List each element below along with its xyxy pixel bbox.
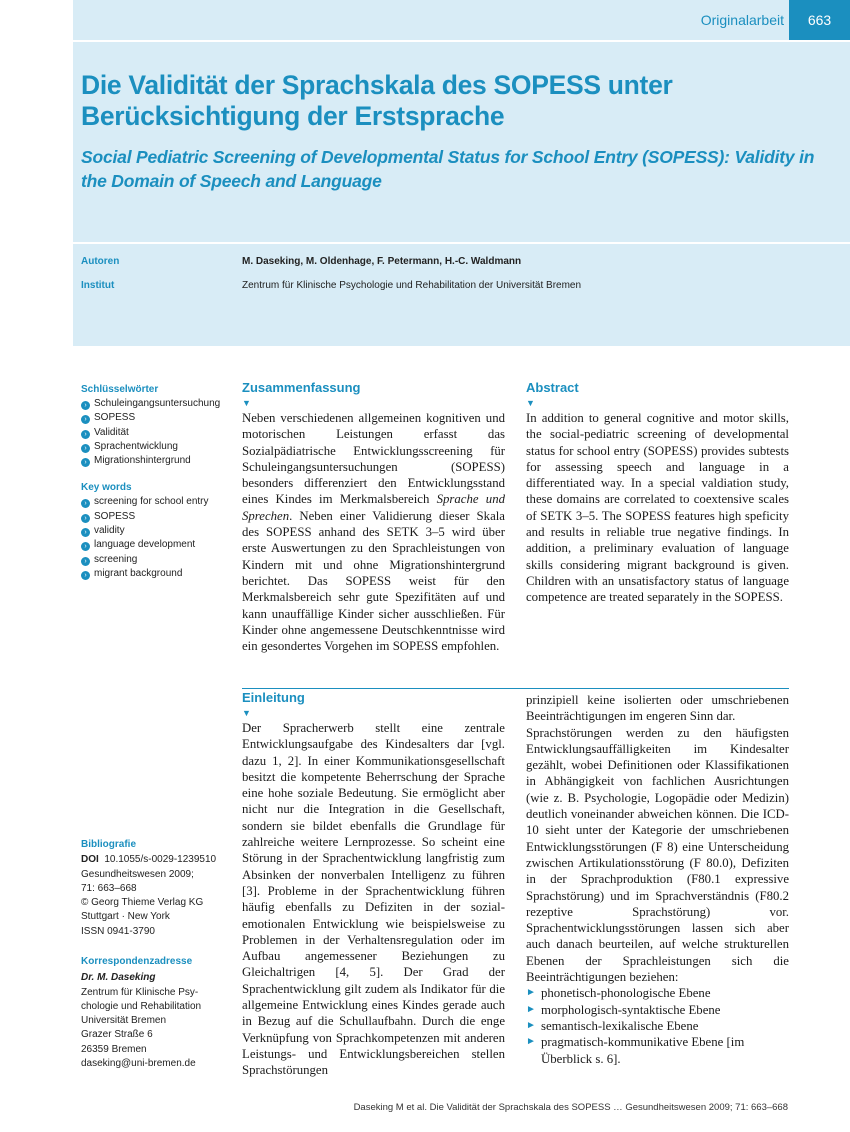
keyword-item: › screening for school entry	[81, 495, 231, 509]
keywords-de-list	[81, 397, 231, 468]
keyword-item: › validity	[81, 524, 231, 538]
abstract-text: In addition to general cognitive and motor skills, the social-pediatric screening of developmental status for school entry (SOPESS) provides subtests for assessing speech and language in a differentiated way. In a special valdiation study, these domains are correlated to coextensive scales of SETK 3–5. The SOPESS features high speficity and results in reliable true negative findings. In addition, a preliminary evaluation of language skills considering migrant background is given. Children with an unsatisfactory status of language competence are treated separately in the SOPESS.	[526, 411, 789, 605]
german-abstract	[242, 380, 505, 654]
doi-line: DOI 10.1055/s-0029-1239510	[81, 854, 217, 866]
bullet-icon: ›	[81, 401, 90, 410]
triangle-icon: ▼	[242, 398, 251, 408]
article-title-english: Social Pediatric Screening of Developmental Status for School Entry (SOPESS): Validity in the Domain of Speech and Language	[81, 147, 815, 191]
bibliography-line: 71: 663–668	[81, 882, 137, 894]
bullet-icon: ›	[81, 542, 90, 551]
bullet-icon: ›	[81, 571, 90, 580]
correspondence-title: Korrespondenzadresse	[81, 956, 193, 967]
keywords-en-title: Key words	[81, 482, 132, 494]
keyword-item: › Schuleingangsuntersuchung	[81, 397, 231, 411]
keyword-item: › SOPESS	[81, 510, 231, 524]
triangle-icon: ▼	[526, 398, 535, 408]
zusammenfassung-text: Neben verschiedenen allgemeinen kognitiven und motorischen Leistungen erfasst das Sozialpädiatrische Entwicklungsscreening für Schuleingangsuntersuchungen (SOPESS) besonders differenziert den Entwicklungsstand eines Kindes im Merkmalsbereich Sprache und Sprechen. Neben einer Validierung dieser Skala des SOPESS anhand des SETK 3–5 wird über erste Auswertungen zu den Sprachleistungen von Kindern mit und ohne Migrationshintergrund berichtet. Das SOPESS weist für den Merkmalsbereich sehr gute Spezifitäten auf und kann unauffällige Kinder sicher ausschließen. Für Kinder ohne angemessene Deutschkenntnisse wird ein gesondertes Vorgehen im SOPESS empfohlen.	[242, 411, 505, 654]
address-line: 26359 Bremen	[81, 1043, 147, 1055]
introduction-left-column	[242, 690, 505, 1079]
keywords-sidebar	[81, 384, 231, 595]
keyword-item: › migrant background	[81, 567, 231, 581]
header-divider	[73, 40, 850, 42]
einleitung-heading: Einleitung	[242, 690, 305, 705]
doi-link[interactable]: 10.1055/s-0029-1239510	[104, 854, 217, 866]
keyword-item: › screening	[81, 553, 231, 567]
abstract-heading: Abstract	[526, 380, 579, 395]
bullet-icon: ›	[81, 528, 90, 537]
bullet-icon: ›	[81, 557, 90, 566]
address-line: Grazer Straße 6	[81, 1029, 153, 1041]
bullet-icon: ›	[81, 499, 90, 508]
zusammenfassung-heading: Zusammenfassung	[242, 380, 361, 395]
bibliography	[81, 838, 231, 939]
language-levels-list	[526, 985, 789, 1066]
section-divider	[242, 688, 789, 689]
bibliography-line: Stuttgart · New York	[81, 911, 170, 923]
keyword-item: › Migrationshintergrund	[81, 454, 231, 468]
correspondence	[81, 955, 231, 1071]
keywords-de-title: Schlüsselwörter	[81, 384, 159, 395]
list-item: ► pragmatisch-kommunikative Ebene [im Überblick s. 6].	[526, 1035, 745, 1066]
bibliography-line: © Georg Thieme Verlag KG	[81, 897, 204, 909]
list-item: ► morphologisch-syntaktische Ebene	[526, 1002, 721, 1017]
bullet-icon: ›	[81, 514, 90, 523]
triangle-icon: ▼	[242, 708, 251, 718]
keywords-en-list	[81, 495, 231, 581]
section-label: Originalarbeit	[700, 12, 784, 28]
institute: Zentrum für Klinische Psychologie und Rehabilitation der Universität Bremen	[242, 280, 582, 291]
bibliography-line: Gesundheitswesen 2009;	[81, 868, 194, 880]
arrow-icon: ►	[526, 1003, 536, 1015]
institute-label: Institut	[81, 280, 115, 291]
english-abstract	[526, 380, 789, 606]
list-item: ► phonetisch-phonologische Ebene	[526, 986, 711, 1001]
bibliography-title: Bibliografie	[81, 839, 137, 850]
email-link[interactable]: daseking@uni-bremen.de	[81, 1058, 196, 1070]
einleitung-text: Der Spracherwerb stellt eine zentrale Entwicklungsaufgabe des Kindesalters dar [vgl. dazu 1, 2]. In einer Kommunikationsgesellschaft besitzt die kompetente Beherrschung der Sprache eine hohe soziale Bedeutung. Sie ermöglicht aber nicht nur die Integration in die Gesellschaft, sondern sie bildet ebenfalls die Grundlage für zahlreiche weitere Lernprozesse. So scheint eine Störung in der Sprachentwicklung langfristig zum Absinken der nonverbalen Intelligenz zu führen [3]. Probleme in der Sprachentwicklung führen häufig ebenfalls zu Defiziten in der sozial-emotionalen Entwicklung wie beispielsweise zu Problemen in der Verhaltensregulation oder im Aufbau angemessener Beziehungen zu Gleichaltrigen [4, 5]. Der Grad der Sprachentwicklung gilt zudem als Indikator für die allgemeine Entwicklung eines Kindes gerade auch in Bezug auf die Schullaufbahn. Durch die enge Verknüpfung von Sprachkompetenzen mit anderen Leistungs- und Entwicklungsbereichen stellen Sprachstörungen	[242, 721, 505, 1078]
authors: M. Daseking, M. Oldenhage, F. Petermann, H.-C. Waldmann	[242, 256, 522, 267]
address-line: Zentrum für Klinische Psy-	[81, 986, 199, 998]
arrow-icon: ►	[526, 1019, 536, 1031]
bullet-icon: ›	[81, 458, 90, 467]
introduction-right-column	[526, 692, 789, 1067]
einleitung-text-continued: prinzipiell keine isolierten oder umschriebenen Beeinträchtigungen im engeren Sinn dar.	[526, 693, 789, 724]
keyword-item: › Sprachentwicklung	[81, 440, 231, 454]
arrow-icon: ►	[526, 987, 536, 999]
keyword-item: › SOPESS	[81, 411, 231, 425]
page-number: 663	[789, 0, 850, 40]
address-line: Universität Bremen	[81, 1015, 167, 1027]
keyword-item: › Validität	[81, 426, 231, 440]
arrow-icon: ►	[526, 1036, 536, 1048]
authors-label: Autoren	[81, 256, 120, 267]
address-line: chologie und Rehabilitation	[81, 1000, 202, 1012]
meta-divider	[73, 242, 850, 244]
bullet-icon: ›	[81, 444, 90, 453]
bullet-icon: ›	[81, 430, 90, 439]
article-title-german: Die Validität der Sprachskala des SOPESS unter Berücksichtigung der Erstsprache	[81, 70, 673, 131]
page-footer: Daseking M et al. Die Validität der Sprachskala des SOPESS … Gesundheitswesen 2009; 71: 663–668	[353, 1102, 788, 1113]
einleitung-paragraph-2: Sprachstörungen werden zu den häufigsten Entwicklungsauffälligkeiten im Kindesalter gezählt, wobei Definitionen oder Klassifikationen in Abhängigkeit von fachlichen Ausrichtungen (wie z. B. Psychologie, Logopädie oder Medizin) deutlich voneinander abweichen können. Die ICD-10 sieht unter der Kategorie der umschriebenen Entwicklungsstörungen (F 8) eine Unterscheidung zwischen Artikulationsstörung (F 80.0), Defiziten in der Sprachproduktion (F80.1 expressive Sprachstörung) und im Sprachverständnis (F80.2 rezeptive Sprachstörung) vor. Sprachentwicklungsstörungen lassen sich aber auch danach beurteilen, auf welche strukturellen Ebenen der Sprachleistungen sich die Beeinträchtigungen beziehen:	[526, 725, 789, 985]
list-item: ► semantisch-lexikalische Ebene	[526, 1018, 699, 1033]
bibliography-line: ISSN 0941-3790	[81, 925, 155, 937]
keyword-item: › language development	[81, 538, 231, 552]
bullet-icon: ›	[81, 415, 90, 424]
correspondence-name: Dr. M. Daseking	[81, 972, 156, 984]
